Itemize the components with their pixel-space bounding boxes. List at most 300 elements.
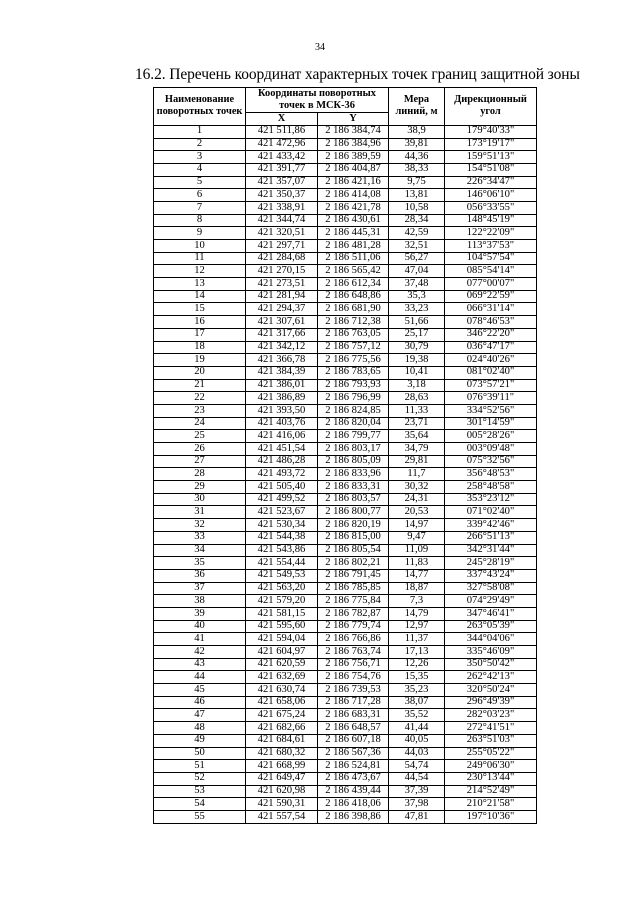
line-length-cell: 29,81 xyxy=(389,455,445,468)
table-row xyxy=(154,328,537,341)
direction-angle-cell: 272°41'51" xyxy=(445,722,537,735)
y-coordinate-cell: 2 186 648,57 xyxy=(318,722,389,735)
y-coordinate-cell: 2 186 712,38 xyxy=(318,316,389,329)
y-coordinate-cell: 2 186 473,67 xyxy=(318,772,389,785)
point-number-cell: 33 xyxy=(154,531,246,544)
point-number-cell: 1 xyxy=(154,125,246,138)
direction-angle-cell: 077°00'07" xyxy=(445,278,537,291)
y-coordinate-cell: 2 186 439,44 xyxy=(318,785,389,798)
line-length-cell: 28,63 xyxy=(389,392,445,405)
table-row xyxy=(154,785,537,798)
x-coordinate-cell: 421 590,31 xyxy=(246,798,318,811)
x-coordinate-cell: 421 557,54 xyxy=(246,810,318,823)
table-row xyxy=(154,151,537,164)
table-row xyxy=(154,620,537,633)
line-length-cell: 13,81 xyxy=(389,189,445,202)
direction-angle-cell: 245°28'19" xyxy=(445,557,537,570)
x-coordinate-cell: 421 270,15 xyxy=(246,265,318,278)
y-coordinate-cell: 2 186 800,77 xyxy=(318,506,389,519)
direction-angle-cell: 066°31'14" xyxy=(445,303,537,316)
point-number-cell: 30 xyxy=(154,493,246,506)
x-coordinate-cell: 421 384,39 xyxy=(246,366,318,379)
table-row xyxy=(154,303,537,316)
direction-angle-cell: 036°47'17" xyxy=(445,341,537,354)
header-point-name: Наименование поворотных точек xyxy=(154,88,246,126)
point-number-cell: 18 xyxy=(154,341,246,354)
table-row xyxy=(154,658,537,671)
y-coordinate-cell: 2 186 766,86 xyxy=(318,633,389,646)
line-length-cell: 37,98 xyxy=(389,798,445,811)
line-length-cell: 39,81 xyxy=(389,138,445,151)
direction-angle-cell: 159°51'13" xyxy=(445,151,537,164)
y-coordinate-cell: 2 186 524,81 xyxy=(318,760,389,773)
point-number-cell: 38 xyxy=(154,595,246,608)
table-row xyxy=(154,646,537,659)
x-coordinate-cell: 421 338,91 xyxy=(246,201,318,214)
line-length-cell: 30,79 xyxy=(389,341,445,354)
point-number-cell: 24 xyxy=(154,417,246,430)
point-number-cell: 26 xyxy=(154,443,246,456)
y-coordinate-cell: 2 186 418,06 xyxy=(318,798,389,811)
point-number-cell: 29 xyxy=(154,481,246,494)
x-coordinate-cell: 421 682,66 xyxy=(246,722,318,735)
line-length-cell: 42,59 xyxy=(389,227,445,240)
line-length-cell: 19,38 xyxy=(389,354,445,367)
x-coordinate-cell: 421 505,40 xyxy=(246,481,318,494)
x-coordinate-cell: 421 342,12 xyxy=(246,341,318,354)
line-length-cell: 7,3 xyxy=(389,595,445,608)
direction-angle-cell: 263°05'39" xyxy=(445,620,537,633)
line-length-cell: 12,26 xyxy=(389,658,445,671)
direction-angle-cell: 335°46'09" xyxy=(445,646,537,659)
line-length-cell: 47,81 xyxy=(389,810,445,823)
x-coordinate-cell: 421 320,51 xyxy=(246,227,318,240)
table-row xyxy=(154,417,537,430)
y-coordinate-cell: 2 186 756,71 xyxy=(318,658,389,671)
table-row xyxy=(154,696,537,709)
line-length-cell: 30,32 xyxy=(389,481,445,494)
line-length-cell: 38,33 xyxy=(389,163,445,176)
x-coordinate-cell: 421 549,53 xyxy=(246,569,318,582)
x-coordinate-cell: 421 273,51 xyxy=(246,278,318,291)
x-coordinate-cell: 421 344,74 xyxy=(246,214,318,227)
y-coordinate-cell: 2 186 824,85 xyxy=(318,404,389,417)
point-number-cell: 55 xyxy=(154,810,246,823)
y-coordinate-cell: 2 186 791,45 xyxy=(318,569,389,582)
y-coordinate-cell: 2 186 754,76 xyxy=(318,671,389,684)
x-coordinate-cell: 421 523,67 xyxy=(246,506,318,519)
direction-angle-cell: 005°28'26" xyxy=(445,430,537,443)
direction-angle-cell: 296°49'39" xyxy=(445,696,537,709)
direction-angle-cell: 146°06'10" xyxy=(445,189,537,202)
line-length-cell: 11,7 xyxy=(389,468,445,481)
point-number-cell: 40 xyxy=(154,620,246,633)
x-coordinate-cell: 421 543,86 xyxy=(246,544,318,557)
line-length-cell: 24,31 xyxy=(389,493,445,506)
line-length-cell: 10,58 xyxy=(389,201,445,214)
point-number-cell: 19 xyxy=(154,354,246,367)
y-coordinate-cell: 2 186 785,85 xyxy=(318,582,389,595)
x-coordinate-cell: 421 554,44 xyxy=(246,557,318,570)
table-row xyxy=(154,506,537,519)
x-coordinate-cell: 421 493,72 xyxy=(246,468,318,481)
line-length-cell: 34,79 xyxy=(389,443,445,456)
y-coordinate-cell: 2 186 681,90 xyxy=(318,303,389,316)
y-coordinate-cell: 2 186 421,16 xyxy=(318,176,389,189)
y-coordinate-cell: 2 186 833,96 xyxy=(318,468,389,481)
table-row xyxy=(154,214,537,227)
x-coordinate-cell: 421 581,15 xyxy=(246,607,318,620)
direction-angle-cell: 226°34'47" xyxy=(445,176,537,189)
line-length-cell: 3,18 xyxy=(389,379,445,392)
point-number-cell: 14 xyxy=(154,290,246,303)
point-number-cell: 2 xyxy=(154,138,246,151)
y-coordinate-cell: 2 186 803,57 xyxy=(318,493,389,506)
direction-angle-cell: 074°29'49" xyxy=(445,595,537,608)
table-row xyxy=(154,582,537,595)
y-coordinate-cell: 2 186 607,18 xyxy=(318,734,389,747)
y-coordinate-cell: 2 186 783,65 xyxy=(318,366,389,379)
y-coordinate-cell: 2 186 775,84 xyxy=(318,595,389,608)
table-body xyxy=(154,125,537,823)
direction-angle-cell: 113°37'53" xyxy=(445,240,537,253)
direction-angle-cell: 350°50'42" xyxy=(445,658,537,671)
x-coordinate-cell: 421 604,97 xyxy=(246,646,318,659)
table-row xyxy=(154,443,537,456)
table-row xyxy=(154,278,537,291)
line-length-cell: 11,83 xyxy=(389,557,445,570)
point-number-cell: 43 xyxy=(154,658,246,671)
direction-angle-cell: 255°05'22" xyxy=(445,747,537,760)
direction-angle-cell: 320°50'24" xyxy=(445,684,537,697)
table-row xyxy=(154,265,537,278)
page-number: 34 xyxy=(315,42,325,53)
direction-angle-cell: 075°32'56" xyxy=(445,455,537,468)
line-length-cell: 18,87 xyxy=(389,582,445,595)
y-coordinate-cell: 2 186 404,87 xyxy=(318,163,389,176)
x-coordinate-cell: 421 294,37 xyxy=(246,303,318,316)
y-coordinate-cell: 2 186 763,74 xyxy=(318,646,389,659)
point-number-cell: 34 xyxy=(154,544,246,557)
header-direction-angle: Дирекционный угол xyxy=(445,88,537,126)
line-length-cell: 37,48 xyxy=(389,278,445,291)
line-length-cell: 15,35 xyxy=(389,671,445,684)
direction-angle-cell: 339°42'46" xyxy=(445,519,537,532)
table-row xyxy=(154,493,537,506)
table-row xyxy=(154,379,537,392)
direction-angle-cell: 122°22'09" xyxy=(445,227,537,240)
y-coordinate-cell: 2 186 430,61 xyxy=(318,214,389,227)
x-coordinate-cell: 421 472,96 xyxy=(246,138,318,151)
line-length-cell: 44,36 xyxy=(389,151,445,164)
x-coordinate-cell: 421 684,61 xyxy=(246,734,318,747)
point-number-cell: 41 xyxy=(154,633,246,646)
table-row xyxy=(154,595,537,608)
x-coordinate-cell: 421 499,52 xyxy=(246,493,318,506)
y-coordinate-cell: 2 186 782,87 xyxy=(318,607,389,620)
x-coordinate-cell: 421 579,20 xyxy=(246,595,318,608)
y-coordinate-cell: 2 186 398,86 xyxy=(318,810,389,823)
y-coordinate-cell: 2 186 384,96 xyxy=(318,138,389,151)
table-row xyxy=(154,557,537,570)
direction-angle-cell: 327°58'08" xyxy=(445,582,537,595)
table-row xyxy=(154,227,537,240)
y-coordinate-cell: 2 186 820,19 xyxy=(318,519,389,532)
table-row xyxy=(154,760,537,773)
line-length-cell: 28,34 xyxy=(389,214,445,227)
direction-angle-cell: 056°33'55" xyxy=(445,201,537,214)
y-coordinate-cell: 2 186 565,42 xyxy=(318,265,389,278)
direction-angle-cell: 104°57'54" xyxy=(445,252,537,265)
table-row xyxy=(154,607,537,620)
x-coordinate-cell: 421 386,89 xyxy=(246,392,318,405)
direction-angle-cell: 346°22'20" xyxy=(445,328,537,341)
point-number-cell: 17 xyxy=(154,328,246,341)
x-coordinate-cell: 421 416,06 xyxy=(246,430,318,443)
direction-angle-cell: 024°40'26" xyxy=(445,354,537,367)
line-length-cell: 9,75 xyxy=(389,176,445,189)
point-number-cell: 20 xyxy=(154,366,246,379)
point-number-cell: 11 xyxy=(154,252,246,265)
y-coordinate-cell: 2 186 739,53 xyxy=(318,684,389,697)
direction-angle-cell: 148°45'19" xyxy=(445,214,537,227)
point-number-cell: 8 xyxy=(154,214,246,227)
direction-angle-cell: 258°48'58" xyxy=(445,481,537,494)
y-coordinate-cell: 2 186 805,54 xyxy=(318,544,389,557)
point-number-cell: 51 xyxy=(154,760,246,773)
direction-angle-cell: 230°13'44" xyxy=(445,772,537,785)
x-coordinate-cell: 421 451,54 xyxy=(246,443,318,456)
point-number-cell: 35 xyxy=(154,557,246,570)
point-number-cell: 47 xyxy=(154,709,246,722)
x-coordinate-cell: 421 544,38 xyxy=(246,531,318,544)
y-coordinate-cell: 2 186 833,31 xyxy=(318,481,389,494)
point-number-cell: 12 xyxy=(154,265,246,278)
table-row xyxy=(154,455,537,468)
x-coordinate-cell: 421 680,32 xyxy=(246,747,318,760)
table-row xyxy=(154,366,537,379)
y-coordinate-cell: 2 186 803,17 xyxy=(318,443,389,456)
point-number-cell: 44 xyxy=(154,671,246,684)
direction-angle-cell: 262°42'13" xyxy=(445,671,537,684)
point-number-cell: 39 xyxy=(154,607,246,620)
line-length-cell: 44,03 xyxy=(389,747,445,760)
point-number-cell: 13 xyxy=(154,278,246,291)
line-length-cell: 14,97 xyxy=(389,519,445,532)
table-row xyxy=(154,544,537,557)
direction-angle-cell: 179°40'33" xyxy=(445,125,537,138)
point-number-cell: 9 xyxy=(154,227,246,240)
direction-angle-cell: 076°39'11" xyxy=(445,392,537,405)
y-coordinate-cell: 2 186 389,59 xyxy=(318,151,389,164)
y-coordinate-cell: 2 186 775,56 xyxy=(318,354,389,367)
point-number-cell: 37 xyxy=(154,582,246,595)
y-coordinate-cell: 2 186 757,12 xyxy=(318,341,389,354)
table-row xyxy=(154,189,537,202)
direction-angle-cell: 154°51'08" xyxy=(445,163,537,176)
line-length-cell: 54,74 xyxy=(389,760,445,773)
point-number-cell: 6 xyxy=(154,189,246,202)
x-coordinate-cell: 421 511,86 xyxy=(246,125,318,138)
line-length-cell: 10,41 xyxy=(389,366,445,379)
line-length-cell: 40,05 xyxy=(389,734,445,747)
point-number-cell: 36 xyxy=(154,569,246,582)
point-number-cell: 21 xyxy=(154,379,246,392)
table-row xyxy=(154,810,537,823)
line-length-cell: 44,54 xyxy=(389,772,445,785)
header-y: Y xyxy=(318,112,389,125)
point-number-cell: 48 xyxy=(154,722,246,735)
y-coordinate-cell: 2 186 648,86 xyxy=(318,290,389,303)
direction-angle-cell: 353°23'12" xyxy=(445,493,537,506)
point-number-cell: 50 xyxy=(154,747,246,760)
point-number-cell: 10 xyxy=(154,240,246,253)
y-coordinate-cell: 2 186 567,36 xyxy=(318,747,389,760)
point-number-cell: 27 xyxy=(154,455,246,468)
point-number-cell: 52 xyxy=(154,772,246,785)
x-coordinate-cell: 421 433,42 xyxy=(246,151,318,164)
table-row xyxy=(154,798,537,811)
y-coordinate-cell: 2 186 763,05 xyxy=(318,328,389,341)
line-length-cell: 11,33 xyxy=(389,404,445,417)
direction-angle-cell: 073°57'21" xyxy=(445,379,537,392)
x-coordinate-cell: 421 658,06 xyxy=(246,696,318,709)
line-length-cell: 25,17 xyxy=(389,328,445,341)
line-length-cell: 32,51 xyxy=(389,240,445,253)
direction-angle-cell: 197°10'36" xyxy=(445,810,537,823)
point-number-cell: 7 xyxy=(154,201,246,214)
point-number-cell: 22 xyxy=(154,392,246,405)
direction-angle-cell: 337°43'24" xyxy=(445,569,537,582)
line-length-cell: 17,13 xyxy=(389,646,445,659)
direction-angle-cell: 003°09'48" xyxy=(445,443,537,456)
line-length-cell: 47,04 xyxy=(389,265,445,278)
line-length-cell: 41,44 xyxy=(389,722,445,735)
line-length-cell: 51,66 xyxy=(389,316,445,329)
x-coordinate-cell: 421 563,20 xyxy=(246,582,318,595)
table-row xyxy=(154,176,537,189)
x-coordinate-cell: 421 594,04 xyxy=(246,633,318,646)
x-coordinate-cell: 421 317,66 xyxy=(246,328,318,341)
direction-angle-cell: 301°14'59" xyxy=(445,417,537,430)
y-coordinate-cell: 2 186 384,74 xyxy=(318,125,389,138)
direction-angle-cell: 249°06'30" xyxy=(445,760,537,773)
table-row xyxy=(154,290,537,303)
table-row xyxy=(154,404,537,417)
y-coordinate-cell: 2 186 683,31 xyxy=(318,709,389,722)
y-coordinate-cell: 2 186 799,77 xyxy=(318,430,389,443)
direction-angle-cell: 069°22'59" xyxy=(445,290,537,303)
x-coordinate-cell: 421 630,74 xyxy=(246,684,318,697)
direction-angle-cell: 210°21'58" xyxy=(445,798,537,811)
table-row xyxy=(154,240,537,253)
direction-angle-cell: 334°52'56" xyxy=(445,404,537,417)
header-line-length: Мера линий, м xyxy=(389,88,445,126)
table-row xyxy=(154,392,537,405)
table-row xyxy=(154,468,537,481)
x-coordinate-cell: 421 386,01 xyxy=(246,379,318,392)
x-coordinate-cell: 421 297,71 xyxy=(246,240,318,253)
point-number-cell: 32 xyxy=(154,519,246,532)
x-coordinate-cell: 421 350,37 xyxy=(246,189,318,202)
direction-angle-cell: 342°31'44" xyxy=(445,544,537,557)
table-row xyxy=(154,201,537,214)
point-number-cell: 45 xyxy=(154,684,246,697)
x-coordinate-cell: 421 620,59 xyxy=(246,658,318,671)
table-row xyxy=(154,519,537,532)
x-coordinate-cell: 421 307,61 xyxy=(246,316,318,329)
direction-angle-cell: 071°02'40" xyxy=(445,506,537,519)
y-coordinate-cell: 2 186 815,00 xyxy=(318,531,389,544)
table-row xyxy=(154,125,537,138)
x-coordinate-cell: 421 284,68 xyxy=(246,252,318,265)
line-length-cell: 37,39 xyxy=(389,785,445,798)
section-heading: 16.2. Перечень координат характерных точек границ защитной зоны xyxy=(135,66,580,83)
x-coordinate-cell: 421 391,77 xyxy=(246,163,318,176)
header-x: X xyxy=(246,112,318,125)
x-coordinate-cell: 421 403,76 xyxy=(246,417,318,430)
x-coordinate-cell: 421 620,98 xyxy=(246,785,318,798)
point-number-cell: 31 xyxy=(154,506,246,519)
table-row xyxy=(154,684,537,697)
point-number-cell: 25 xyxy=(154,430,246,443)
y-coordinate-cell: 2 186 820,04 xyxy=(318,417,389,430)
y-coordinate-cell: 2 186 445,31 xyxy=(318,227,389,240)
y-coordinate-cell: 2 186 511,06 xyxy=(318,252,389,265)
direction-angle-cell: 078°46'53" xyxy=(445,316,537,329)
x-coordinate-cell: 421 530,34 xyxy=(246,519,318,532)
direction-angle-cell: 266°51'13" xyxy=(445,531,537,544)
y-coordinate-cell: 2 186 802,21 xyxy=(318,557,389,570)
direction-angle-cell: 282°03'23" xyxy=(445,709,537,722)
line-length-cell: 56,27 xyxy=(389,252,445,265)
line-length-cell: 20,53 xyxy=(389,506,445,519)
x-coordinate-cell: 421 632,69 xyxy=(246,671,318,684)
y-coordinate-cell: 2 186 612,34 xyxy=(318,278,389,291)
point-number-cell: 42 xyxy=(154,646,246,659)
point-number-cell: 4 xyxy=(154,163,246,176)
table-row xyxy=(154,633,537,646)
point-number-cell: 49 xyxy=(154,734,246,747)
point-number-cell: 54 xyxy=(154,798,246,811)
table-row xyxy=(154,354,537,367)
line-length-cell: 38,9 xyxy=(389,125,445,138)
table-row xyxy=(154,138,537,151)
table-row xyxy=(154,671,537,684)
table-row xyxy=(154,316,537,329)
y-coordinate-cell: 2 186 805,09 xyxy=(318,455,389,468)
point-number-cell: 53 xyxy=(154,785,246,798)
point-number-cell: 46 xyxy=(154,696,246,709)
x-coordinate-cell: 421 595,60 xyxy=(246,620,318,633)
y-coordinate-cell: 2 186 717,28 xyxy=(318,696,389,709)
line-length-cell: 14,77 xyxy=(389,569,445,582)
x-coordinate-cell: 421 668,99 xyxy=(246,760,318,773)
coordinates-table xyxy=(153,87,537,824)
line-length-cell: 11,09 xyxy=(389,544,445,557)
table-row xyxy=(154,481,537,494)
direction-angle-cell: 356°48'53" xyxy=(445,468,537,481)
x-coordinate-cell: 421 281,94 xyxy=(246,290,318,303)
y-coordinate-cell: 2 186 793,93 xyxy=(318,379,389,392)
direction-angle-cell: 344°04'06" xyxy=(445,633,537,646)
direction-angle-cell: 214°52'49" xyxy=(445,785,537,798)
x-coordinate-cell: 421 393,50 xyxy=(246,404,318,417)
line-length-cell: 35,3 xyxy=(389,290,445,303)
line-length-cell: 38,07 xyxy=(389,696,445,709)
direction-angle-cell: 173°19'17" xyxy=(445,138,537,151)
x-coordinate-cell: 421 675,24 xyxy=(246,709,318,722)
